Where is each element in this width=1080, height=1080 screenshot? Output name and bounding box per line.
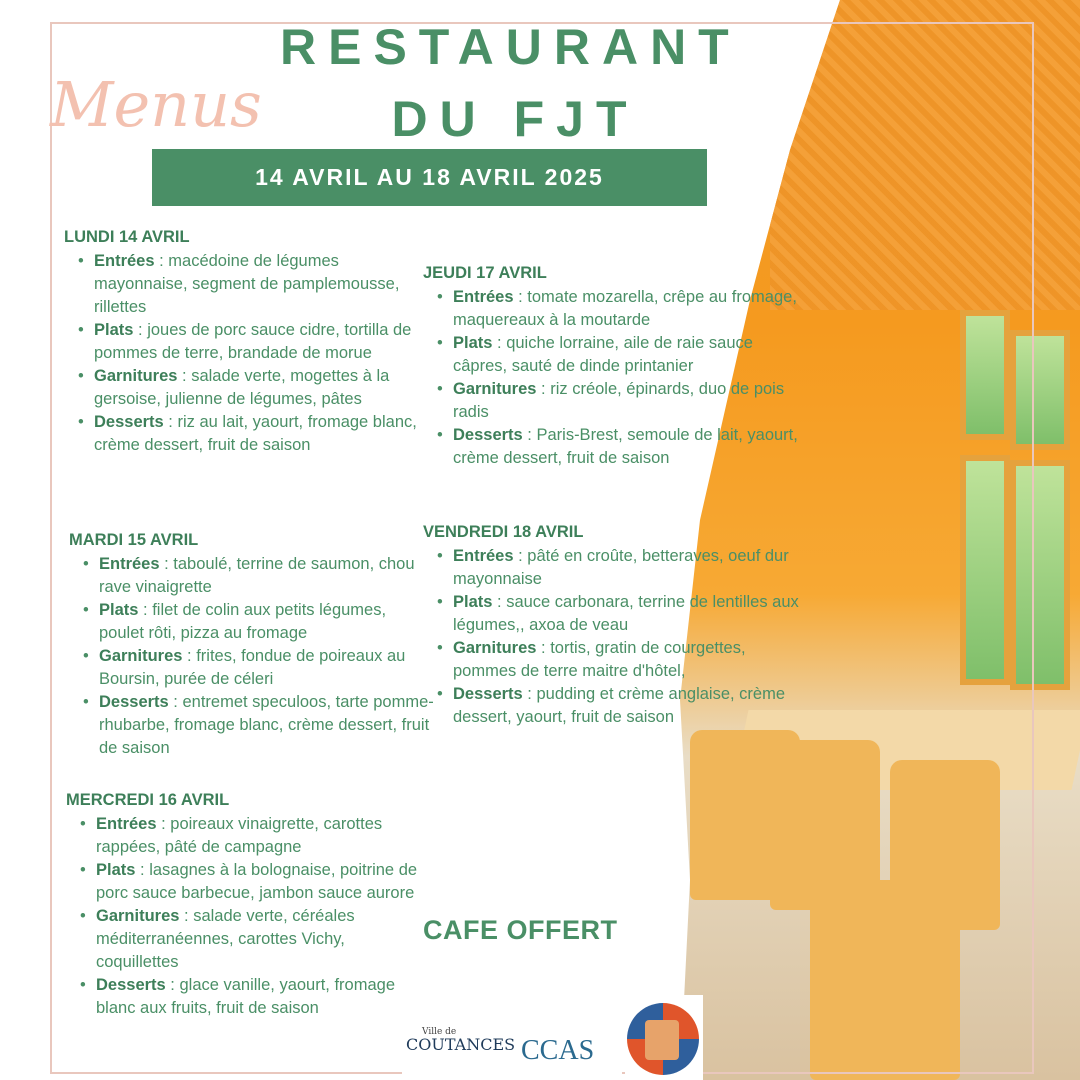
day-heading: VENDREDI 18 AVRIL xyxy=(423,523,584,541)
day-heading: LUNDI 14 AVRIL xyxy=(64,228,190,246)
window xyxy=(1010,460,1070,690)
desserts-item: • Desserts : riz au lait, yaourt, fromage blanc, crème dessert, fruit de saison xyxy=(94,411,429,457)
ceiling xyxy=(770,0,1080,310)
date-banner: 14 AVRIL AU 18 AVRIL 2025 xyxy=(152,149,707,206)
chair xyxy=(810,880,960,1080)
day-vendredi xyxy=(423,521,808,729)
cafe-offert: CAFE OFFERT xyxy=(423,915,618,945)
plats-item: • Plats : lasagnes à la bolognaise, poitrine de porc sauce barbecue, jambon sauce aurore xyxy=(96,859,426,905)
desserts-item: • Desserts : glace vanille, yaourt, fromage blanc aux fruits, fruit de saison xyxy=(96,974,426,1020)
day-mercredi xyxy=(66,789,426,1020)
day-heading: MERCREDI 16 AVRIL xyxy=(66,791,230,809)
window xyxy=(960,455,1010,685)
cup-icon xyxy=(645,1020,679,1060)
plats-item: • Plats : quiche lorraine, aile de raie sauce câpres, sauté de dinde printanier xyxy=(453,332,808,378)
day-heading: JEUDI 17 AVRIL xyxy=(423,264,547,282)
title-line-2: DU FJT xyxy=(391,91,639,147)
coutances-logo: Ville de COUTANCES xyxy=(402,995,517,1080)
entrees-item: • Entrées : taboulé, terrine de saumon, chou rave vinaigrette xyxy=(99,553,434,599)
desserts-item: • Desserts : pudding et crème anglaise, crème dessert, yaourt, fruit de saison xyxy=(453,683,808,729)
desserts-item: • Desserts : entremet speculoos, tarte pomme-rhubarbe, fromage blanc, crème dessert, fruit de saison xyxy=(99,691,434,760)
garnitures-item: • Garnitures : tortis, gratin de courgettes, pommes de terre maitre d'hôtel, xyxy=(453,637,808,683)
garnitures-item: • Garnitures : salade verte, céréales méditerranéennes, carottes Vichy, coquillettes xyxy=(96,905,426,974)
garnitures-item: • Garnitures : salade verte, mogettes à la gersoise, julienne de légumes, pâtes xyxy=(94,365,429,411)
day-heading: MARDI 15 AVRIL xyxy=(69,531,199,549)
entrees-item: • Entrées : pâté en croûte, betteraves, oeuf dur mayonnaise xyxy=(453,545,808,591)
desserts-item: • Desserts : Paris-Brest, semoule de lait, yaourt, crème dessert, fruit de saison xyxy=(453,424,808,470)
day-jeudi xyxy=(423,262,808,470)
title-line-1: RESTAURANT xyxy=(280,19,741,75)
day-lundi xyxy=(64,226,429,457)
day-mardi xyxy=(69,529,434,760)
window xyxy=(960,310,1010,440)
garnitures-item: • Garnitures : riz créole, épinards, duo de pois radis xyxy=(453,378,808,424)
garnitures-item: • Garnitures : frites, fondue de poireaux au Boursin, purée de céleri xyxy=(99,645,434,691)
entrees-item: • Entrées : tomate mozarella, crêpe au fromage, maquereaux à la moutarde xyxy=(453,286,808,332)
plats-item: • Plats : sauce carbonara, terrine de lentilles aux légumes,, axoa de veau xyxy=(453,591,808,637)
entrees-item: • Entrées : macédoine de légumes mayonnaise, segment de pamplemousse, rillettes xyxy=(94,250,429,319)
ccas-logo: CCAS xyxy=(517,995,622,1080)
window xyxy=(1010,330,1070,450)
plats-item: • Plats : joues de porc sauce cidre, tortilla de pommes de terre, brandade de morue xyxy=(94,319,429,365)
menus-script-title: Menus xyxy=(50,68,262,141)
cafe-logo xyxy=(625,995,703,1080)
entrees-item: • Entrées : poireaux vinaigrette, carottes rappées, pâté de campagne xyxy=(96,813,426,859)
plats-item: • Plats : filet de colin aux petits légumes, poulet rôti, pizza au fromage xyxy=(99,599,434,645)
